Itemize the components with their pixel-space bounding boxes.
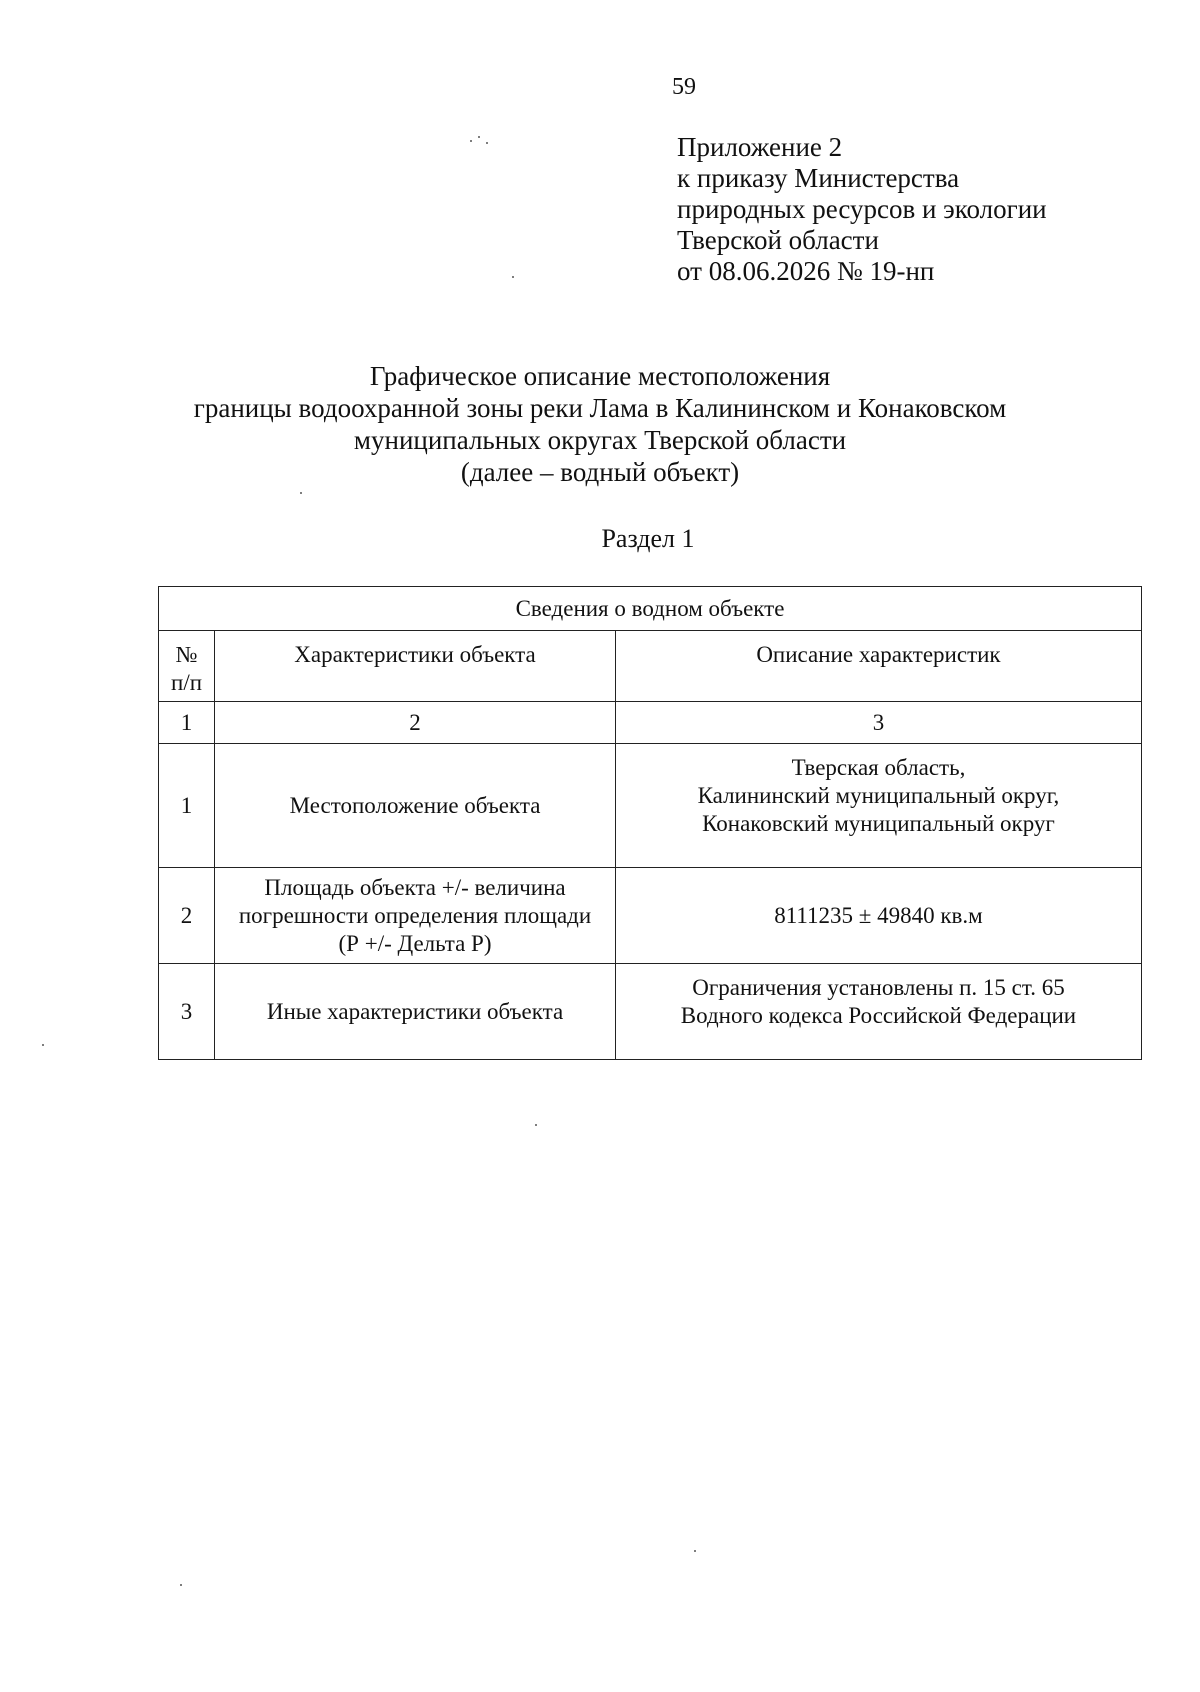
table-row [159,868,1142,964]
cell-line: Иные характеристики объекта [266,998,564,1024]
appendix-block [677,132,1047,287]
row-num: 1 [159,744,215,868]
row-num: 3 [159,964,215,1060]
water-object-table [158,586,1142,1060]
row-characteristic [215,964,616,1060]
cell-line: Площадь объекта +/- величина [264,874,566,900]
scan-speck [535,1124,537,1126]
cell-line: Водного кодекса Российской Федерации [680,1003,1077,1028]
header-description: Описание характеристик [615,631,1141,702]
row-characteristic [215,744,616,868]
appendix-line: от 08.06.2026 № 19-нп [677,256,935,286]
cell-line: погрешности определения площади [238,902,592,928]
header-characteristic: Характеристики объекта [215,631,616,702]
table-row [159,744,1142,868]
row-num: 2 [159,868,215,964]
row-characteristic [215,868,616,964]
row-description [615,744,1141,868]
row-description [615,868,1141,964]
appendix-line: природных ресурсов и экологии [677,194,1047,224]
row-description [615,964,1141,1060]
scan-speck [478,136,480,138]
cell-line: 8111235 ± 49840 кв.м [774,902,983,928]
column-number: 1 [159,702,215,744]
title-line: (далее – водный объект) [460,457,740,487]
column-number: 2 [215,702,616,744]
appendix-line: Тверской области [677,225,879,255]
scan-speck [694,1550,696,1552]
cell-line: (Р +/- Дельта Р) [338,930,492,956]
title-line: границы водоохранной зоны реки Лама в Калининском и Конаковском [193,393,1007,423]
page-number: 59 [672,74,696,100]
scan-speck [300,492,302,494]
document-title [0,360,1200,488]
header-num-line: п/п [171,670,203,695]
title-line: муниципальных округах Тверской области [353,425,847,455]
appendix-line: к приказу Министерства [677,163,960,193]
cell-line: Конаковский муниципальный округ [702,811,1055,836]
title-line: Графическое описание местоположения [369,361,831,391]
cell-line: Ограничения установлены п. 15 ст. 65 [692,975,1065,1000]
column-number: 3 [615,702,1141,744]
scan-speck [180,1584,182,1586]
table-caption-row [159,587,1142,631]
column-number-row [159,702,1142,744]
cell-line: Калининский муниципальный округ, [697,783,1060,808]
scan-speck [42,1044,44,1046]
appendix-line: Приложение 2 [677,132,843,162]
scan-speck [486,142,488,144]
table-caption: Сведения о водном объекте [159,587,1142,631]
cell-line: Местоположение объекта [289,792,541,818]
scan-speck [470,140,472,142]
cell-line: Тверская область, [791,755,966,780]
table-row [159,964,1142,1060]
table-header-row [159,631,1142,702]
section-heading: Раздел 1 [601,524,695,553]
header-num-line: № [175,642,198,667]
scan-speck [512,276,514,278]
header-num [159,631,215,702]
